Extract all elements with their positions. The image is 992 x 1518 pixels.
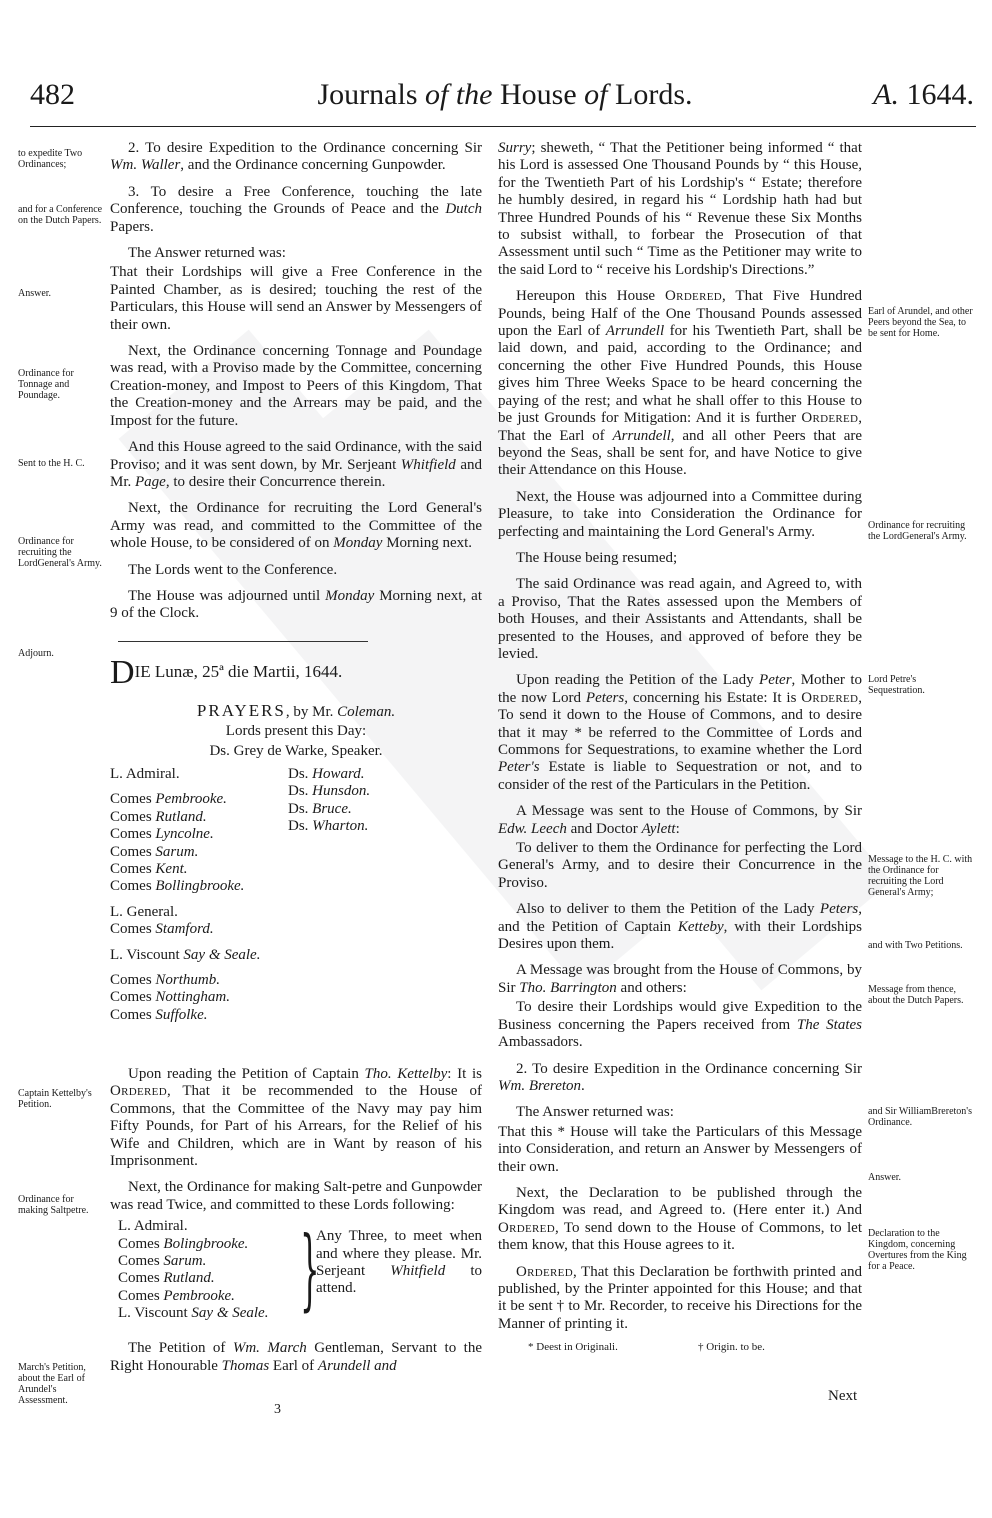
footnote: † Origin. to be. xyxy=(698,1341,765,1354)
lord-entry: Comes Bollingbrooke. xyxy=(110,878,245,895)
lord-entry xyxy=(110,964,290,972)
margin-note: Message from thence, about the Dutch Papers. xyxy=(868,984,964,1006)
paragraph: Also to deliver to them the Petition of the Lady Peters, and the Petition of Captain Ketteby, with their Lordships Desires upon them. xyxy=(498,901,862,953)
paragraph: Next, the Ordinance for recruiting the Lord General's Army was read, and committed to the Committee of the whole House, to be considered of on Monday Morning next. xyxy=(110,500,482,552)
running-title: Journals of the House of Lords. xyxy=(317,78,693,111)
paragraph: The said Ordinance was read again, and Agreed to, with a Proviso, That the Rates assessed upon the Members of both Houses, and their Assistants and Attendants, shall be presented to the Houses, and approved of before they be levied. xyxy=(498,576,862,662)
lord-entry: Comes Stamford. xyxy=(110,921,214,938)
margin-note: Ordinance for recruiting the LordGeneral's Army. xyxy=(18,536,102,569)
margin-note: Lord Petre's Sequestration. xyxy=(868,674,925,696)
margin-note: Sent to the H. C. xyxy=(18,458,85,469)
margin-note: Declaration to the Kingdom, concerning Overtures from the King for a Peace. xyxy=(868,1228,967,1272)
lord-entry: Comes Rutland. xyxy=(118,1270,215,1287)
lord-entry: L. General. xyxy=(110,903,178,920)
margin-note: and for a Conference on the Dutch Papers. xyxy=(18,204,103,226)
margin-note: Ordinance for Tonnage and Poundage. xyxy=(18,368,74,401)
paragraph: Next, the Ordinance for making Salt-petre and Gunpowder was read Twice, and committed to these Lords following: xyxy=(110,1179,482,1213)
margin-note: to expedite Two Ordinances; xyxy=(18,148,83,170)
prayers-line: PRAYERS, by Mr. Coleman. xyxy=(196,700,396,720)
lord-entry xyxy=(110,896,290,904)
paragraph: Surry; sheweth, “ That the Petitioner being informed “ that his Lord is assessed One Thousand Pounds by “ this House, for the Twentieth Part of his Lordship's “ Estate; therefore he humbly desired, in regard his “ Lordship hath had but Three Hundred Pounds of his “ Revenue these Six Months to subsist withall, to forbear the Prosecution of that Assessment until such “ Time as the Petitioner may write to the said Lord to “ receive his Lordship's Directions.” xyxy=(498,140,862,278)
paragraph: 2. To desire Expedition to the Ordinance concerning Sir Wm. Waller, and the Ordinance concerning Gunpowder. xyxy=(110,140,482,174)
paragraph: Upon reading the Petition of Captain Tho. Kettelby: It is Ordered, That it be recommended to the House of Commons, that the Committee of the Navy may pay him Fifty Pounds, for Part of his Arrears, for the Relief of his Wife and Children, which are in Want by reason of his Imprisonment. xyxy=(110,1065,482,1169)
left-column xyxy=(110,140,482,1384)
paragraph: A Message was sent to the House of Commons, by Sir Edw. Leech and Doctor Aylett: xyxy=(498,803,862,837)
lord-entry: Comes Kent. xyxy=(110,861,188,877)
paragraph: To deliver to them the Ordinance for perfecting the Lord General's Army, and to desire their Concurrence in the Proviso. xyxy=(498,840,862,891)
margin-note: Ordinance for making Saltpetre. xyxy=(18,1194,89,1216)
lord-entry: Comes Nottingham. xyxy=(110,989,231,1006)
paragraph: The Petition of Wm. March Gentleman, Servant to the Right Honourable Thomas Earl of Arundell and xyxy=(110,1340,482,1374)
margin-note: Adjourn. xyxy=(18,648,54,659)
paragraph: The Lords went to the Conference. xyxy=(128,561,338,578)
catchword: Next xyxy=(828,1388,858,1404)
paragraph: Next, the Declaration to be published through the Kingdom was read, and Agreed to. (Here enter it.) And Ordered, To send down to the House of Commons, to let them know, that this House agrees to it. xyxy=(498,1184,862,1254)
running-header xyxy=(30,78,980,128)
margin-note: Message to the H. C. with the Ordinance for recruiting the Lord General's Army; xyxy=(868,854,973,898)
saltpetre-committee xyxy=(110,1218,482,1330)
margin-note: Answer. xyxy=(868,1172,902,1183)
lord-entry: Comes Sarum. xyxy=(110,843,199,860)
margin-note: and with Two Petitions. xyxy=(868,940,963,951)
lords-present-list xyxy=(110,766,482,1066)
lord-entry: Comes Northumb. xyxy=(110,972,221,989)
lord-entry: L. Admiral. xyxy=(110,765,180,782)
lord-entry xyxy=(110,939,290,947)
margin-note: March's Petition, about the Earl of Arundel's Assessment. xyxy=(18,1362,86,1406)
lord-entry: Ds. Hunsdon. xyxy=(288,783,371,800)
signature-mark: 3 xyxy=(274,1402,281,1417)
lord-entry: Comes Pembrooke. xyxy=(110,791,227,808)
lord-entry: Comes Pembrooke. xyxy=(118,1287,235,1304)
paragraph: Next, the House was adjourned into a Committee during Pleasure, to take into Consideration the Ordinance for perfecting and maintaining the Lord General's Army. xyxy=(498,488,862,540)
speaker-line: Ds. Grey de Warke, Speaker. xyxy=(209,742,383,759)
lord-entry: L. Viscount Say & Seale. xyxy=(110,946,261,963)
lords-present-heading: Lords present this Day: xyxy=(225,723,367,740)
lord-entry: Comes Suffolke. xyxy=(110,1006,208,1023)
paragraph: Next, the Ordinance concerning Tonnage and Poundage was read, with a Proviso made by the Committee, concerning Creation-money, and Impost to Peers of this Kingdom, That the Creation-money and the Arrears may be paid, and the Impost for the future. xyxy=(110,343,482,429)
paragraph: Hereupon this House Ordered, That Five Hundred Pounds, being Half of the One Thousand Pounds assessed upon the Earl of Arrundell for his Twentieth Part, shall be laid down, and paid, according to the Ordinance; and concerning the other Five Hundred Pounds, this House gives him Three Weeks Space to be heard concerning the paying of the rest; and what he shall offer to this House to be just Grounds for Mitigation: And it is further Ordered, That the Earl of Arrundell, and all other Peers that are beyond the Seas, shall be sent for, and have Notice to give their Attendance on this House. xyxy=(498,288,863,479)
lords-column-2 xyxy=(288,766,438,836)
paragraph: That their Lordships will give a Free Conference in the Painted Chamber, as is desired; touching the rest of the Particulars, this House will send an Answer by Messengers of their own. xyxy=(110,264,482,333)
left-margin-notes xyxy=(18,140,104,1440)
margin-note: and Sir WilliamBrereton's Ordinance. xyxy=(868,1106,972,1128)
page-year: A. 1644. xyxy=(873,78,974,111)
paragraph: Upon reading the Petition of the Lady Peter, Mother to the now Lord Peters, concerning his Estate: It is Ordered, To send it down to the House of Commons, and to desire that it may * be referred to the Committee of Lords and Commons for Sequestrations, to examine whether the Lord Peter's Estate is liable to Sequestration or not, and to consider of the rest of the Particulars in the Petition. xyxy=(498,672,862,793)
lord-entry: Ds. Bruce. xyxy=(288,800,352,817)
paragraph: A Message was brought from the House of Commons, by Sir Tho. Barrington and others: xyxy=(498,962,862,996)
lord-entry: L. Viscount Say & Seale. xyxy=(118,1305,269,1322)
right-margin-notes xyxy=(868,140,974,1440)
paragraph: 3. To desire a Free Conference, touching the late Conference, touching the Grounds of Peace and the Dutch Papers. xyxy=(110,183,482,235)
header-rule xyxy=(30,126,976,127)
margin-note: Answer. xyxy=(18,288,52,299)
margin-note: Captain Kettelby's Petition. xyxy=(18,1088,92,1110)
lord-entry: Comes Sarum. xyxy=(118,1253,207,1270)
lord-entry: Comes Bolingbrooke. xyxy=(118,1235,249,1252)
lord-entry: Comes Lyncolne. xyxy=(110,826,214,843)
committee-note: Any Three, to meet when and where they please. Mr. Serjeant Whitfield to attend. xyxy=(316,1228,482,1297)
paragraph: Ordered, That this Declaration be forthwith printed and published, by the Printer appointed for this House; and that it be sent † to Mr. Recorder, to receive his Directions for the Manner of printing it. xyxy=(498,1263,862,1332)
committee-list xyxy=(118,1218,298,1322)
margin-note: Earl of Arundel, and other Peers beyond the Sea, to be sent for Home. xyxy=(868,306,973,339)
paragraph: And this House agreed to the said Ordinance, with the said Proviso; and it was sent down, by Mr. Serjeant Whitfield and Mr. Page, to desire their Concurrence therein. xyxy=(110,439,482,490)
lords-column-1 xyxy=(110,766,290,1024)
lord-entry xyxy=(110,783,290,791)
paragraph: To desire their Lordships would give Expedition to the Business concerning the Papers received from The States Ambassadors. xyxy=(498,999,862,1051)
right-column xyxy=(498,140,862,1353)
page-number: 482 xyxy=(30,78,75,111)
paragraph: That this * House will take the Particulars of this Message into Consideration, and return an Answer by Messengers of their own. xyxy=(498,1123,862,1175)
paragraph: The Answer returned was: xyxy=(128,245,286,262)
date-heading: DIE Lunæ, 25ª die Martii, 1644. xyxy=(110,653,343,691)
lord-entry: Ds. Wharton. xyxy=(288,818,369,835)
paragraph: The House being resumed; xyxy=(516,549,678,566)
lord-entry: Ds. Howard. xyxy=(288,765,365,782)
paragraph: The Answer returned was: xyxy=(516,1104,674,1121)
footnotes xyxy=(498,1339,862,1353)
brace: } xyxy=(300,1217,320,1321)
section-divider xyxy=(118,641,368,642)
lord-entry: Comes Rutland. xyxy=(110,808,207,825)
margin-note: Ordinance for recruiting the LordGeneral's Army. xyxy=(868,520,967,542)
paragraph: The House was adjourned until Monday Morning next, at 9 of the Clock. xyxy=(110,587,482,622)
lord-entry: L. Admiral. xyxy=(118,1218,188,1235)
paragraph: 2. To desire Expedition in the Ordinance concerning Sir Wm. Brereton. xyxy=(498,1060,862,1094)
footnote: * Deest in Originali. xyxy=(528,1341,618,1354)
